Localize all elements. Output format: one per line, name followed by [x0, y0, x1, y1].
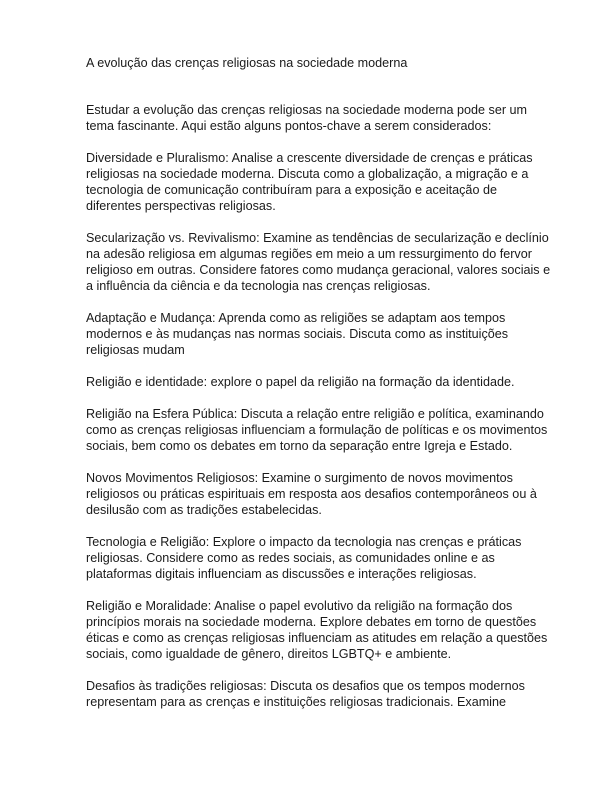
text-line: éticas e como as crenças religiosas influenciam as atitudes em relação a questões	[86, 631, 548, 645]
text-line: religiosas. Considere como as redes sociais, as comunidades online e as	[86, 551, 495, 565]
text-line: princípios morais na sociedade moderna. Explore debates em torno de questões	[86, 615, 537, 629]
text-line: Religião e identidade: explore o papel da religião na formação da identidade.	[86, 375, 515, 389]
text-line: representam para as crenças e instituições religiosas tradicionais. Examine	[86, 695, 506, 709]
text-line: plataformas digitais influenciam as discussões e interações religiosas.	[86, 567, 477, 581]
text-line: a influência da ciência e da tecnologia nas crenças religiosas.	[86, 279, 431, 293]
text-line: religiosos ou práticas espirituais em resposta aos desafios contemporâneos ou à	[86, 487, 537, 501]
text-line: Diversidade e Pluralismo: Analise a crescente diversidade de crenças e práticas	[86, 151, 533, 165]
text-line: diferentes perspectivas religiosas.	[86, 199, 276, 213]
paragraph-moralidade	[86, 598, 572, 662]
text-line: sociais, bem como os debates em torno da separação entre Igreja e Estado.	[86, 439, 513, 453]
text-line: modernos e às mudanças nas normas sociais. Discuta como as instituições	[86, 327, 509, 341]
text-line: Adaptação e Mudança: Aprenda como as religiões se adaptam aos tempos	[86, 311, 506, 325]
text-line: Religião e Moralidade: Analise o papel evolutivo da religião na formação dos	[86, 599, 513, 613]
text-line: tecnologia de comunicação contribuíram para a exposição e aceitação de	[86, 183, 497, 197]
text-line: Secularização vs. Revivalismo: Examine as tendências de secularização e declínio	[86, 231, 549, 245]
text-line: como as crenças religiosas influenciam a formulação de políticas e os movimentos	[86, 423, 548, 437]
text-line: religioso em outras. Considere fatores como mudança geracional, valores sociais e	[86, 263, 551, 277]
text-line: Desafios às tradições religiosas: Discuta os desafios que os tempos modernos	[86, 679, 525, 693]
paragraph-desafios	[86, 678, 572, 710]
text-line: sociais, como igualdade de gênero, direitos LGBTQ+ e ambiente.	[86, 647, 452, 661]
paragraph-secularizacao	[86, 230, 572, 294]
paragraph-novos-movimentos	[86, 470, 572, 518]
text-line: desilusão com as tradições estabelecidas.	[86, 503, 322, 517]
text-line: Religião na Esfera Pública: Discuta a relação entre religião e política, examinando	[86, 407, 544, 421]
paragraph-tecnologia	[86, 534, 572, 582]
text-line: Tecnologia e Religião: Explore o impacto da tecnologia nas crenças e práticas	[86, 535, 522, 549]
paragraph-diversidade	[86, 150, 572, 214]
text-line: Novos Movimentos Religiosos: Examine o surgimento de novos movimentos	[86, 471, 513, 485]
text-line: religiosas na sociedade moderna. Discuta como a globalização, a migração e a	[86, 167, 529, 181]
paragraph-identidade	[86, 374, 572, 390]
paragraph-intro	[86, 102, 572, 134]
paragraph-adaptacao	[86, 310, 572, 358]
text-line: religiosas mudam	[86, 343, 185, 357]
document-body	[86, 102, 572, 726]
paragraph-esfera-publica	[86, 406, 572, 454]
document-title: A evolução das crenças religiosas na sociedade moderna	[86, 56, 408, 70]
text-line: na adesão religiosa em algumas regiões em meio a um ressurgimento do fervor	[86, 247, 532, 261]
text-line: tema fascinante. Aqui estão alguns pontos-chave a serem considerados:	[86, 119, 492, 133]
text-line: Estudar a evolução das crenças religiosas na sociedade moderna pode ser um	[86, 103, 528, 117]
